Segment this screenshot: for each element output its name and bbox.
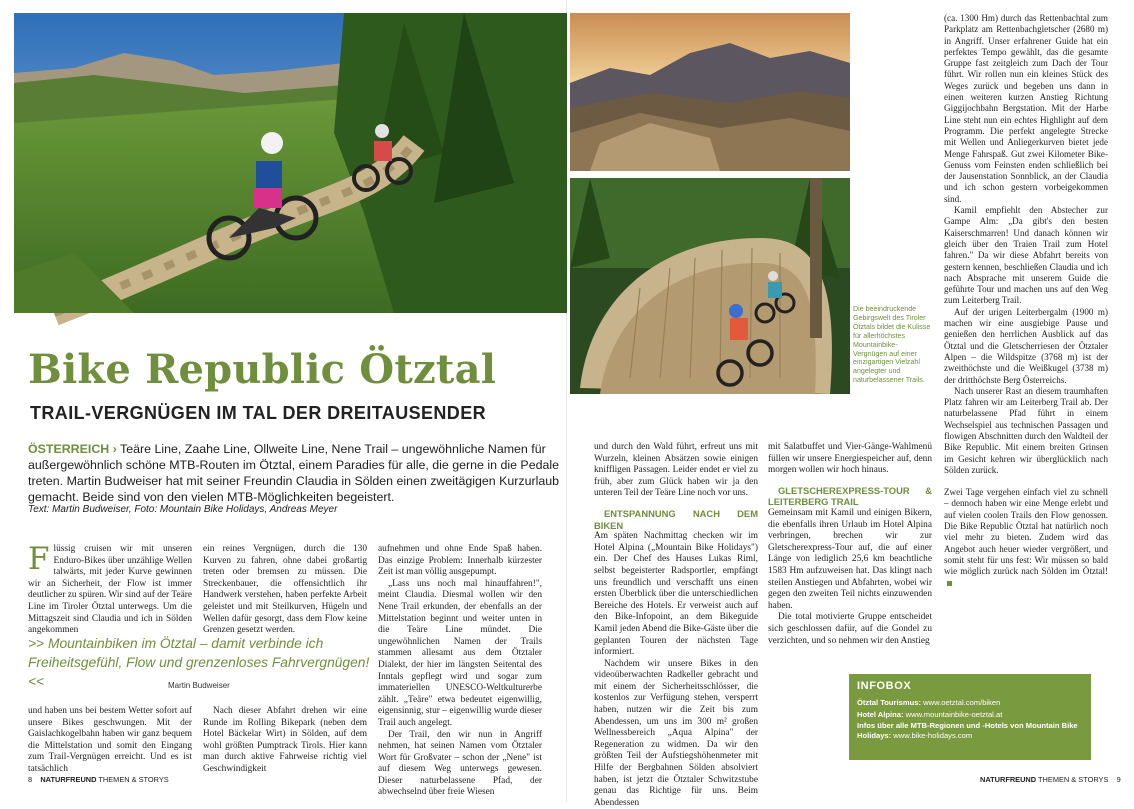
infobox-row [857, 721, 1083, 740]
column-1-bottom [28, 706, 192, 776]
column-4 [594, 442, 758, 809]
footer-left [28, 775, 169, 784]
page-number: 8 [28, 775, 33, 784]
body-text: ein reines Vergnügen, durch die 130 Kurven zu fahren, ohne dabei großartig treten oder bremsen zu müssen. Die Streckenbauer, die offensichtlich ihr Handwerk verstehen, haben perfekte Arbeit geleistet und mit Steilkurven, Hügeln und Wellen dafür gesorgt, dass dem Flow keine Grenzen gesetzt werden. [203, 544, 367, 636]
infobox-row [857, 698, 1083, 708]
hero-photo [14, 13, 567, 313]
column-2-bottom [203, 706, 367, 776]
body-text: Nachdem wir unsere Bikes in den videoüberwachten Radkeller gebracht und mit einem der Sicherheitsschlösser, die kostenlos zur Verfügung stehen, versperrt haben, nutzen wir die Zeit bis zum Abendessen, um uns im 300 m² großen Wellnessbereich „Aqua Alpina" der Regeneration zu widmen. Da wir den größten Teil der Aufstiegshöhenmeter mit Hilfe der Bergbahnen Sölden absolviert haben, ist jetzt die Ötztaler Schwitzstube genau das Richtige für uns. Beim Abendessen [594, 658, 758, 808]
body-text: Die total motivierte Gruppe entscheidet sich geschlossen dafür, auf die Gondel zu verzichten, und so nehmen wir den Anstieg [768, 612, 932, 646]
region-label: ÖSTERREICH [28, 442, 110, 456]
body-text: (ca. 1300 Hm) durch das Rettenbachtal zum Parkplatz am Rettenbachgletscher (2680 m) in Angriff. Unser erfahrener Guide hat ein perfektes Tempo gewählt, das die gesamte Gruppe fast zeitgleich zum Dach der Tour führt. Wir rollen nun ein kleines Stück des Weges zurück und begeben uns dann in einen weiteren kurzen Anstieg Richtung Giggijochbahn Bergstation. Mit der Harbe Line steht nun ein echtes Highlight auf dem Programm. Die perfekt angelegte Strecke mit Wellen und Anliegerkurven bietet jede Menge Fahrspaß. Gut zwei Kilometer Bike-Genuss vom Feinsten enden schließlich bei der Jausenstation Sonnblick, an der Claudia und ich schon gestern vorbeigekommen sind. [944, 13, 1108, 204]
column-6 [944, 13, 1108, 589]
body-text: und haben uns bei bestem Wetter sofort auf unsere Bikes geschwungen. Mit der Gaislachkogelbahn haben wir ganz bequem die Mittelstation und somit den Eingang zum Trail-Vergnügen erreicht. Und es ist tatsächlich [28, 706, 192, 774]
photo-caption: Die beeindruckende Gebirgswelt des Tiroler Ötztals bildet die Kulisse für allerhöchstes Mountainbike-Vergnügen auf einer einzigartigen Vielzahl angelegter und naturbelassener Trails. [853, 305, 931, 385]
lead-text: Teäre Line, Zaahe Line, Ollweite Line, Nene Trail – ungewöhnliche Namen für außergewöhnlich schöne MTB-Routen im Ötztal, einem Paradies für alle, die gerne in die Pedale treten. Martin Budweiser hat mit seiner Freundin Claudia in Sölden einen zweitägigen Kurzurlaub gemacht. Beide sind von den vielen MTB-Möglichkeiten begeistert. [28, 442, 560, 504]
body-text: Zwei Tage vergehen einfach viel zu schnell – dennoch haben wir eine Menge erlebt und auf vielen coolen Trails den Flow genossen. Die Bike Republic Ötztal hat natürlich noch viel mehr zu bieten. Zudem wird das Angebot auch heuer wieder vergrößert, und somit steht für uns fest: Wir müssen so bald wie möglich zurück nach Sölden im Ötztal! [944, 487, 1108, 577]
pull-quote: >> Mountainbiken im Ötztal – damit verbinde ich Freiheitsgefühl, Flow und grenzenloses Fahrvergnügen! << [28, 636, 370, 689]
body-text: „Lass uns noch mal hinauffahren!", meint Claudia. Diesmal wollen wir den Nene Trail erkunden, der ebenfalls an der Mittelstation beginnt und weiter unten in die Teäre Line mündet. Die ungewöhnlichen Namen der Trails stammen allesamt aus dem Ötztaler Dialekt, der hier im längsten Seitental des Inntals gepflegt wird und sogar zum immateriellen UNESCO-Weltkulturerbe zählt. „Teäre" etwa bedeutet eigenwillig, eigensinnig, stur – eigenwillig wurde dieser Trail auch angelegt. [378, 578, 542, 728]
infobox-link[interactable]: www.mountainbike-oetztal.at [903, 709, 1003, 719]
infobox-row [857, 710, 1083, 720]
body-text: Am späten Nachmittag checken wir im Hotel Alpina („Mountain Bike Holidays") ein. Der Chef des Hauses Lukas Riml, selbst begeisterter Radsportler, empfängt uns freundlich und verschafft uns einen ersten Überblick über die unterschiedlichen Bereiche des Hotels. Er verweist auch auf den Bike-Infopoint, an dem Bikeguide Kamil jeden Abend die Bike-Gäste über die geplanten Touren der nächsten Tage informiert. [594, 531, 758, 658]
byline: Text: Martin Budweiser, Foto: Mountain Bike Holidays, Andreas Meyer [28, 504, 338, 515]
infobox-title: INFOBOX [857, 680, 912, 692]
section-heading: GLETSCHEREXPRESS-TOUR & LEITERBERG TRAIL [768, 484, 932, 508]
infobox [849, 674, 1091, 760]
body-text: mit Salatbuffet und Vier-Gänge-Wahlmenü füllen wir unsere Energiespeicher auf, denn morgen wollen wir hoch hinaus. [768, 442, 932, 476]
column-3 [378, 544, 542, 799]
sunset-photo [570, 13, 850, 171]
section-heading: ENTSPANNUNG NACH DEM BIKEN [594, 507, 758, 531]
infobox-label: Infos über alle MTB-Regionen und -Hotels von Mountain Bike Holidays: [857, 721, 1078, 740]
footer-section: THEMEN & STORYS [98, 775, 169, 784]
infobox-label: Ötztal Tourismus: [857, 698, 921, 707]
infobox-link[interactable]: www.bike-holidays.com [891, 730, 973, 740]
body-text: Auf der urigen Leiterbergalm (1900 m) machen wir eine ausgiebige Pause und genießen den herrlichen Ausblick auf das Ötztal und die Gletscherriesen der Ötztaler Alpen – die Wildspitze (3768 m) ist der zweithöchste und die Weißkugel (3738 m) der dritthöchste Berg Österreichs. [944, 306, 1108, 385]
column-2-top [203, 544, 367, 637]
article-subtitle: TRAIL-VERGNÜGEN IM TAL DER DREITAUSENDER [30, 403, 487, 423]
end-mark-icon [947, 581, 952, 586]
body-text: Nach dieser Abfahrt drehen wir eine Runde im Rolling Bikepark (neben dem Hotel Bäckelar Wirt) in Sölden, auf dem wohl größten Pumptrack Tirols. Hier kann man durch aktive Fahrweise richtig viel Geschwindigkeit [203, 706, 367, 774]
body-text: lüssig cruisen wir mit unseren Enduro-Bikes über unzählige Wellen talwärts, mit jeder Kurve gewinnen wir an Sicherheit, der Flow ist immer deutlicher zu spüren. Wir sind auf der Teäre Line im Tiroler Ötztal unterwegs. Um die Mittagszeit sind Claudia und ich in Sölden angekommen [28, 544, 192, 636]
body-text: Gemeinsam mit Kamil und einigen Bikern, die ebenfalls ihren Urlaub im Hotel Alpina verbringen, brechen wir zur Gletscherexpress-Tour auf, die auf einer Länge von lediglich 25,6 km beachtliche 1583 Hm aufzuweisen hat. Das klingt nach steilen Anstiegen und Abfahrten, wobei wir gegen den zweiten Teil nichts einzuwenden haben. [768, 507, 932, 611]
lead-paragraph [28, 441, 562, 505]
body-text: Nach unserer Rast an diesem traumhaften Platz fahren wir am Leiterberg Trail ab. Der naturbelassene Pfad führt in einem Wechselspiel aus technischen Passagen und flowigen Abschnitten durch den Waldteil der Bike Republic. Mit einem breiten Grinsen im Gesicht kehren wir überglücklich nach Sölden zurück. [944, 385, 1108, 475]
body-text: Kamil empfiehlt den Abstecher zur Gampe Alm: „Da gibt's den besten Kaiserschmarren! Und danach können wir gleich über den Traien Trail zum Hotel fahren." Da wir diese Abfahrt bereits von gestern kennen, beschließen Claudia und ich nach Absprache mit unserem Guide die geführte Tour und machen uns auf den Weg zum Leiterberg Trail. [944, 205, 1108, 306]
page-number: 9 [1116, 775, 1121, 784]
body-text: und durch den Wald führt, erfreut uns mit Wurzeln, kleinen Absätzen sowie einigen kniffligen Passagen. Leider endet er viel zu früh, aber zum Glück haben wir ja den unteren Teil der Teäre Line noch vor uns. [594, 442, 758, 499]
body-text: aufnehmen und ohne Ende Spaß haben. Das einzige Problem: Innerhalb kürzester Zeit ist man völlig ausgepumpt. [378, 544, 542, 578]
footer-section: THEMEN & STORYS [1038, 775, 1109, 784]
pull-quote-author: Martin Budweiser [168, 681, 230, 690]
footer-brand: NATURFREUND [980, 775, 1037, 784]
chevron-right-icon: › [112, 442, 117, 456]
infobox-label: Hotel Alpina: [857, 709, 904, 719]
column-5 [768, 442, 932, 647]
pumptrack-photo [570, 178, 850, 394]
infobox-link[interactable]: www.oetztal.com/biken [921, 698, 1001, 707]
body-text: Der Trail, den wir nun in Angriff nehmen, hat seinen Namen vom Ötztaler Wort für Großvater – schon der „Nene" ist auf diesem Weg unterwegs gewesen. Dieser naturbelassene Pfad, der abwechselnd über freie Wiesen [378, 729, 542, 798]
footer-brand: NATURFREUND [40, 775, 97, 784]
footer-right [980, 775, 1121, 784]
column-1-top [28, 541, 192, 637]
drop-cap: F [28, 541, 50, 577]
article-title: Bike Republic Ötztal [28, 346, 497, 393]
